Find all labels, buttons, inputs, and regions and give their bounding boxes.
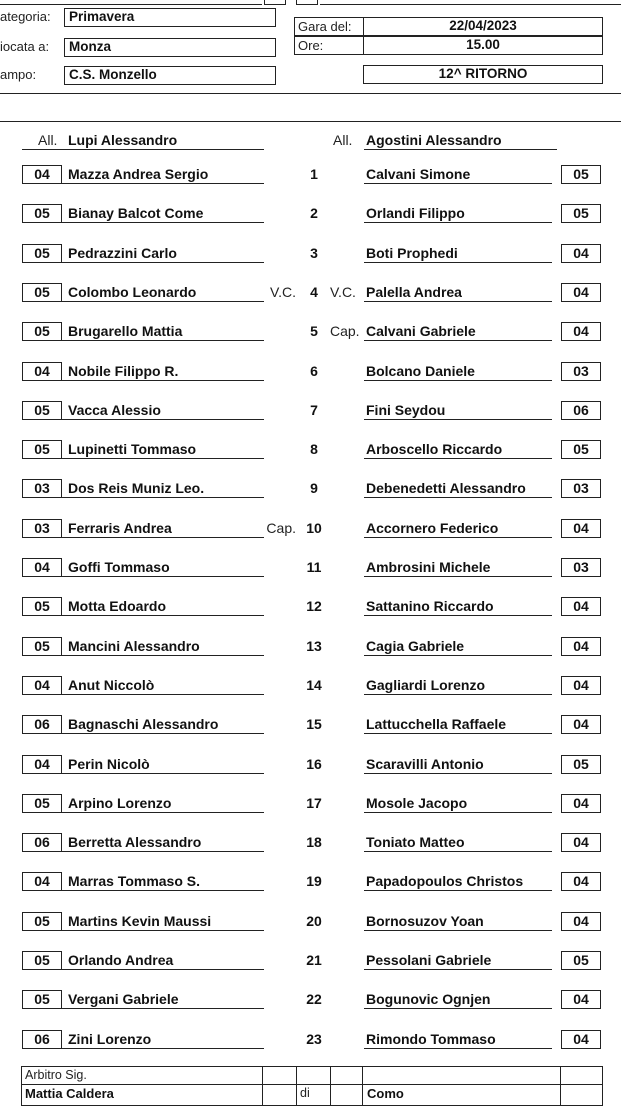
shirt-number: 15 [306,716,322,732]
away-underline [364,183,552,184]
home-player-name: Vergani Gabriele [68,991,179,1007]
away-age-code: 04 [561,990,601,1009]
home-underline [62,930,264,931]
away-age-code: 05 [561,165,601,184]
away-underline [364,222,552,223]
home-player-name: Marras Tommaso S. [68,873,201,889]
home-underline [62,1048,264,1049]
home-age-code: 04 [22,165,62,184]
away-player-name: Palella Andrea [366,284,462,300]
player-row [0,912,621,942]
referee-name: Mattia Caldera [25,1086,114,1101]
home-age-code: 05 [22,283,62,302]
away-underline [364,812,552,813]
category-value: Primavera [69,9,135,24]
away-underline [364,340,552,341]
away-underline [364,419,552,420]
shirt-number: 20 [306,913,322,929]
away-player-name: Calvani Gabriele [366,323,476,339]
player-row [0,401,621,431]
away-underline [364,262,552,263]
away-player-name: Gagliardi Lorenzo [366,677,486,693]
home-age-code: 05 [22,990,62,1009]
home-player-name: Mazza Andrea Sergio [68,166,209,182]
home-player-name: Dos Reis Muniz Leo. [68,480,205,496]
referee-of-label: di [300,1086,310,1100]
away-role: V.C. [330,284,356,300]
away-age-code: 03 [561,479,601,498]
away-player-name: Scaravilli Antonio [366,756,484,772]
shirt-number: 21 [306,952,322,968]
away-underline [364,301,552,302]
away-underline [364,1048,552,1049]
home-age-code: 04 [22,872,62,891]
time-value: 15.00 [466,37,500,52]
player-row [0,597,621,627]
player-row [0,440,621,470]
referee-city: Como [367,1086,404,1101]
shirt-number: 5 [310,323,318,339]
home-age-code: 04 [22,676,62,695]
away-underline [364,380,552,381]
away-player-name: Bornosuzov Yoan [366,913,484,929]
player-row [0,833,621,863]
home-age-code: 05 [22,440,62,459]
played-at-label: iocata a: [0,39,50,54]
home-age-code: 06 [22,1030,62,1049]
home-player-name: Anut Niccolò [68,677,155,693]
home-player-name: Nobile Filippo R. [68,363,179,379]
shirt-number: 14 [306,677,322,693]
player-row [0,755,621,785]
away-coach-name: Agostini Alessandro [366,132,502,148]
away-player-name: Calvani Simone [366,166,471,182]
away-player-name: Papadopoulos Christos [366,873,524,889]
home-player-name: Lupinetti Tommaso [68,441,197,457]
away-underline [364,615,552,616]
shirt-number: 8 [310,441,318,457]
player-row [0,479,621,509]
played-at-value: Monza [69,39,111,54]
away-age-code: 05 [561,755,601,774]
referee-label: Arbitro Sig. [25,1068,87,1082]
home-age-code: 05 [22,401,62,420]
shirt-number: 2 [310,205,318,221]
home-underline [62,380,264,381]
away-underline [364,969,552,970]
away-coach-prefix: All. [333,132,353,148]
away-player-name: Accornero Federico [366,520,499,536]
away-age-code: 04 [561,912,601,931]
away-age-code: 03 [561,362,601,381]
away-age-code: 04 [561,637,601,656]
home-underline [62,497,264,498]
home-underline [62,655,264,656]
away-player-name: Mosole Jacopo [366,795,468,811]
home-underline [62,890,264,891]
home-player-name: Mancini Alessandro [68,638,200,654]
home-underline [62,1008,264,1009]
away-underline [364,497,552,498]
player-row [0,794,621,824]
home-underline [62,340,264,341]
home-player-name: Perin Nicolò [68,756,150,772]
home-coach-name: Lupi Alessandro [68,132,178,148]
home-age-code: 05 [22,597,62,616]
shirt-number: 6 [310,363,318,379]
away-player-name: Orlandi Filippo [366,205,465,221]
home-player-name: Motta Edoardo [68,598,166,614]
shirt-number: 1 [310,166,318,182]
away-underline [364,733,552,734]
player-row [0,204,621,234]
field-value: C.S. Monzello [69,67,157,82]
home-player-name: Pedrazzini Carlo [68,245,177,261]
away-underline [364,537,552,538]
away-player-name: Debenedetti Alessandro [366,480,526,496]
shirt-number: 10 [306,520,322,536]
away-age-code: 04 [561,676,601,695]
shirt-number: 22 [306,991,322,1007]
home-underline [62,419,264,420]
away-player-name: Bogunovic Ognjen [366,991,491,1007]
shirt-number: 17 [306,795,322,811]
home-age-code: 05 [22,794,62,813]
home-age-code: 06 [22,833,62,852]
player-row [0,558,621,588]
home-underline [62,301,264,302]
away-underline [364,694,552,695]
home-underline [62,262,264,263]
home-role: V.C. [270,284,296,300]
away-age-code: 04 [561,597,601,616]
round-value: 12^ RITORNO [438,66,528,81]
home-player-name: Arpino Lorenzo [68,795,172,811]
away-underline [364,890,552,891]
away-player-name: Toniato Matteo [366,834,465,850]
shirt-number: 3 [310,245,318,261]
shirt-number: 9 [310,480,318,496]
away-player-name: Ambrosini Michele [366,559,491,575]
home-role: Cap. [266,520,296,536]
home-age-code: 06 [22,715,62,734]
home-underline [62,458,264,459]
away-age-code: 05 [561,204,601,223]
home-player-name: Bianay Balcot Come [68,205,204,221]
player-row [0,244,621,274]
home-player-name: Berretta Alessandro [68,834,202,850]
home-player-name: Zini Lorenzo [68,1031,152,1047]
home-player-name: Vacca Alessio [68,402,161,418]
home-underline [62,733,264,734]
away-player-name: Fini Seydou [366,402,446,418]
away-age-code: 04 [561,715,601,734]
away-age-code: 04 [561,1030,601,1049]
home-age-code: 05 [22,244,62,263]
away-underline [364,655,552,656]
home-age-code: 04 [22,362,62,381]
home-player-name: Orlando Andrea [68,952,174,968]
away-age-code: 04 [561,283,601,302]
shirt-number: 23 [306,1031,322,1047]
away-player-name: Sattanino Riccardo [366,598,494,614]
home-player-name: Colombo Leonardo [68,284,197,300]
shirt-number: 16 [306,756,322,772]
away-player-name: Cagia Gabriele [366,638,465,654]
away-age-code: 04 [561,872,601,891]
away-age-code: 04 [561,322,601,341]
home-underline [62,183,264,184]
home-age-code: 04 [22,558,62,577]
shirt-number: 11 [306,559,322,575]
shirt-number: 12 [306,598,322,614]
away-age-code: 04 [561,244,601,263]
away-player-name: Pessolani Gabriele [366,952,492,968]
away-age-code: 03 [561,558,601,577]
home-player-name: Bagnaschi Alessandro [68,716,219,732]
away-underline [364,930,552,931]
home-age-code: 03 [22,479,62,498]
shirt-number: 4 [310,284,318,300]
home-underline [62,694,264,695]
home-age-code: 03 [22,519,62,538]
away-age-code: 06 [561,401,601,420]
shirt-number: 18 [306,834,322,850]
away-player-name: Bolcano Daniele [366,363,475,379]
away-underline [364,576,552,577]
home-player-name: Brugarello Mattia [68,323,183,339]
away-age-code: 04 [561,794,601,813]
category-label: ategoria: [0,9,51,24]
player-row [0,519,621,549]
player-row [0,676,621,706]
player-row [0,283,621,313]
match-date-label: Gara del: [298,19,352,34]
player-row [0,951,621,981]
player-row [0,990,621,1020]
player-row [0,322,621,352]
match-date-value: 22/04/2023 [449,18,517,33]
away-player-name: Rimondo Tommaso [366,1031,496,1047]
away-age-code: 04 [561,833,601,852]
player-row [0,165,621,195]
field-label: ampo: [0,67,37,82]
home-age-code: 04 [22,755,62,774]
home-player-name: Martins Kevin Maussi [68,913,212,929]
home-age-code: 05 [22,912,62,931]
shirt-number: 7 [310,402,318,418]
home-age-code: 05 [22,322,62,341]
player-row [0,715,621,745]
home-underline [62,222,264,223]
away-age-code: 05 [561,951,601,970]
time-label: Ore: [298,38,324,53]
home-coach-prefix: All. [38,132,58,148]
home-underline [62,812,264,813]
home-underline [62,851,264,852]
home-underline [62,537,264,538]
away-player-name: Lattucchella Raffaele [366,716,507,732]
home-underline [62,773,264,774]
player-row [0,872,621,902]
home-player-name: Ferraris Andrea [68,520,172,536]
away-underline [364,458,552,459]
away-underline [364,773,552,774]
shirt-number: 13 [306,638,322,654]
away-underline [364,851,552,852]
home-age-code: 05 [22,637,62,656]
shirt-number: 19 [306,873,322,889]
away-role: Cap. [330,323,360,339]
home-underline [62,969,264,970]
away-player-name: Boti Prophedi [366,245,458,261]
home-age-code: 05 [22,204,62,223]
player-row [0,1030,621,1060]
player-row [0,637,621,667]
home-underline [62,615,264,616]
home-underline [62,576,264,577]
home-player-name: Goffi Tommaso [68,559,170,575]
player-row [0,362,621,392]
home-age-code: 05 [22,951,62,970]
away-age-code: 04 [561,519,601,538]
away-player-name: Arboscello Riccardo [366,441,503,457]
away-age-code: 05 [561,440,601,459]
away-underline [364,1008,552,1009]
